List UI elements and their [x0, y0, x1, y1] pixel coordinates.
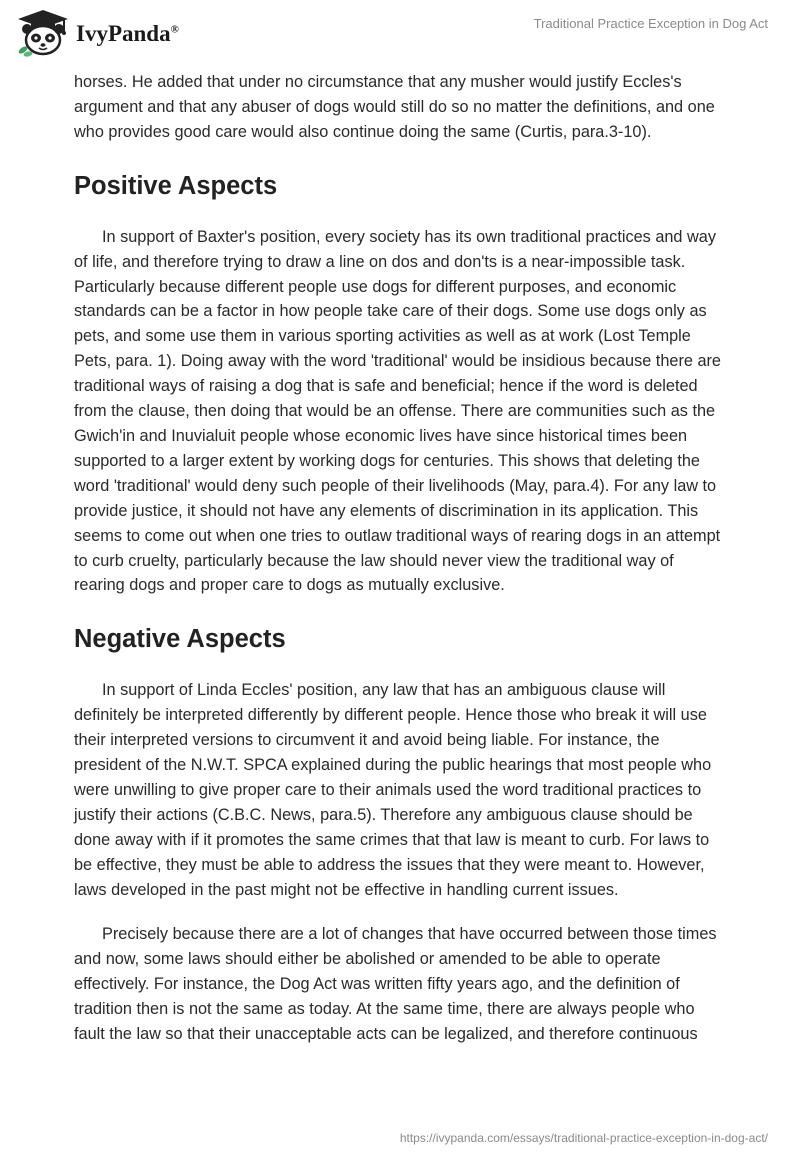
page-header [0, 0, 800, 66]
document-title: Traditional Practice Exception in Dog Act [533, 16, 768, 31]
source-url[interactable]: https://ivypanda.com/essays/traditional-practice-exception-in-dog-act/ [399, 1131, 768, 1145]
negative-aspects-heading: Negative Aspects [74, 625, 286, 654]
negative-aspects-paragraph-2: Precisely because there are a lot of changes that have occurred between those times and now, some laws should either be abolished or amended to be able to operate effectively. For instance, the Dog Act was written fifty years ago, and the definition of tradition then is not the same as today. At the same time, there are always people who fault the law so that their unacceptable acts can be legalized, and therefore continuous [74, 925, 717, 1044]
registered-mark: ® [170, 23, 179, 36]
brand-name: IvyPanda® [76, 21, 179, 46]
positive-aspects-paragraph: In support of Baxter's position, every society has its own traditional practices and way of life, and therefore trying to draw a line on dos and don'ts is a near-impossible task. Particularly because different people use dogs for different purposes, and economic standards can be a factor in how people take care of their dogs. Some use dogs only as pets, and some use them in various sporting activities as well as at work (Lost Temple Pets, para. 1). Doing away with the word 'traditional' would be insidious because there are traditional ways of raising a dog that is safe and beneficial; hence if the word is deleted from the clause, then doing that would be an offense. There are communities such as the Gwich'in and Inuvialuit people whose economic lives have since historical times been supported to a larger extent by working dogs for centuries. This shows that deleting the word 'traditional' would deny such people of their livelihoods (May, para.4). For any law to provide justice, it should not have any elements of discrimination in its application. This seems to come out when one tries to outlaw traditional ways of rearing dogs in an attempt to curb cruelty, particularly because the law should never view the traditional way of rearing dogs and proper care to dogs as mutually exclusive. [74, 227, 721, 595]
intro-paragraph: horses. He added that under no circumstance that any musher would justify Eccles's argument and that any abuser of dogs would still do so no matter the definitions, and one who provides good care would also continue doing the same (Curtis, para.3-10). [74, 73, 715, 141]
essay-body [74, 70, 728, 1067]
ivypanda-logo[interactable] [14, 8, 179, 58]
panda-graduate-icon [14, 8, 72, 58]
negative-aspects-paragraph-1: In support of Linda Eccles' position, any law that has an ambiguous clause will definitely be interpreted differently by different people. Hence those who break it will use their interpreted versions to circumvent it and avoid being liable. For instance, the president of the N.W.T. SPCA explained during the public hearings that most people who were unwilling to give proper care to their animals used the word traditional practices to justify their actions (C.B.C. News, para.5). Therefore any ambiguous clause should be done away with if it promotes the same crimes that that law is meant to curb. For laws to be effective, they must be able to address the issues that they were meant to. However, laws developed in the past might not be effective in handling current issues. [74, 681, 712, 899]
positive-aspects-heading: Positive Aspects [74, 171, 278, 200]
